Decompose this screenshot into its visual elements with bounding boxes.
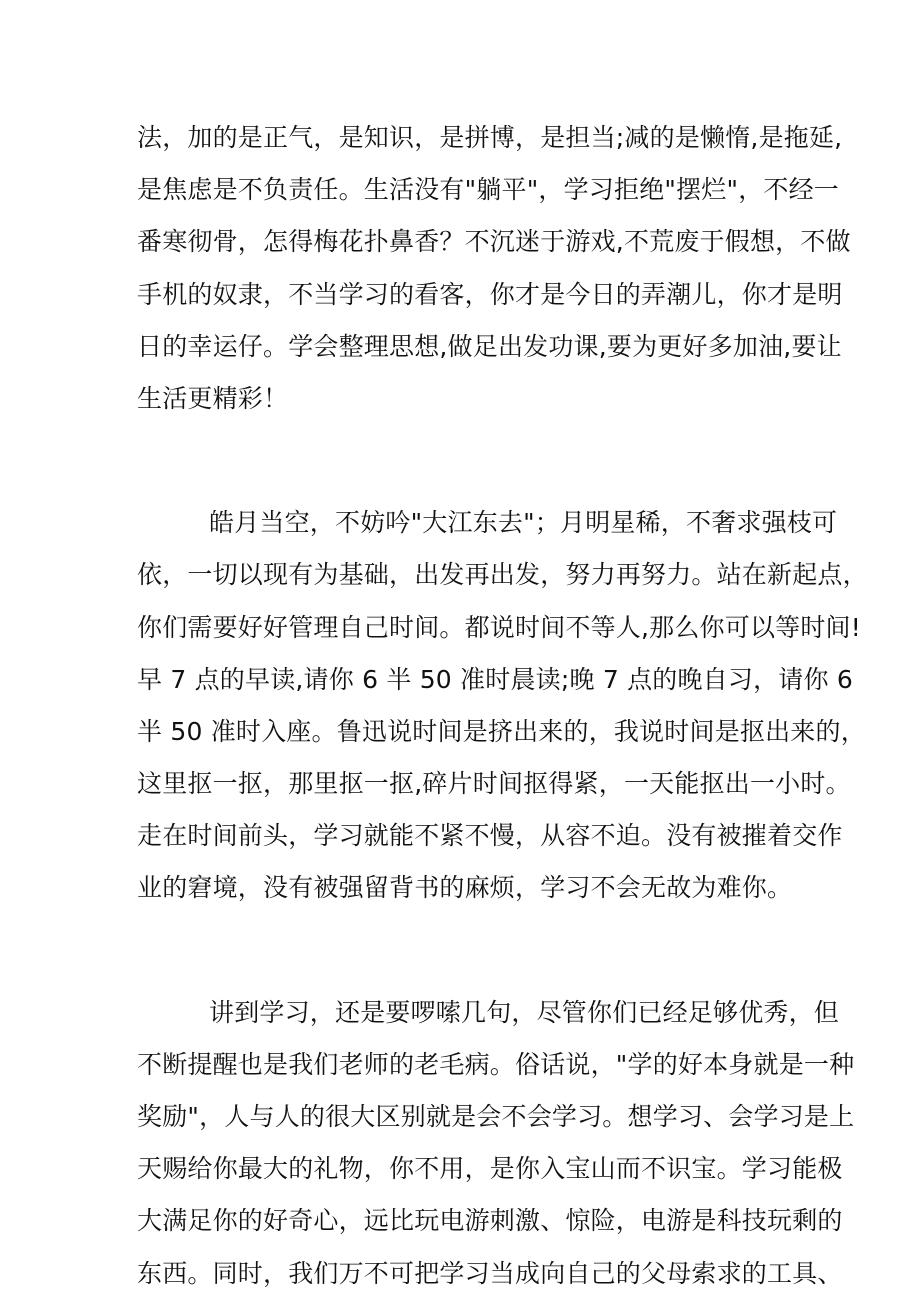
text-line: 业的窘境，没有被强留背书的麻烦，学习不会无故为难你。 [137,873,793,903]
text-line: 生活更精彩！ [137,383,289,413]
paragraph-2 [137,497,868,915]
text-line: 手机的奴隶，不当学习的看客，你才是今日的弄潮儿，你才是明 [137,279,843,309]
text-line: 这里抠一抠，那里抠一抠,碎片时间抠得紧，一天能抠出一小时。 [137,769,851,799]
text-line: 走在时间前头，学习就能不紧不慢，从容不迫。没有被摧着交作 [137,821,843,851]
document-page [137,112,868,1300]
text-line: 早 7 点的早读,请你 6 半 50 准时晨读;晚 7 点的晚自习，请你 6 [137,664,853,694]
paragraph-1 [137,112,851,425]
text-line: 是焦虑是不负责任。生活没有"躺平"，学习拒绝"摆烂"，不经一 [137,175,839,205]
text-line: 依，一切以现有为基础，出发再出发，努力再努力。站在新起点， [137,560,868,590]
text-line: 半 50 准时入座。鲁迅说时间是挤出来的，我说时间是抠出来的， [137,716,866,746]
text-line: 天赐给你最大的礼物，你不用，是你入宝山而不识宝。学习能极 [137,1154,843,1184]
text-line: 奖励"，人与人的很大区别就是会不会学习。想学习、会学习是上 [137,1102,855,1131]
paragraph-spacer [137,915,797,987]
text-line: 你们需要好好管理自己时间。都说时间不等人,那么你可以等时间! [137,612,861,642]
paragraph-3 [137,987,855,1300]
text-line: 大满足你的好奇心，远比玩电游刺激、惊险，电游是科技玩剩的 [137,1206,843,1236]
text-line: 番寒彻骨，怎得梅花扑鼻香？不沉迷于游戏,不荒废于假想，不做 [137,227,851,257]
text-line: 东西。同时，我们万不可把学习当成向自己的父母索求的工具、 [137,1258,843,1288]
paragraph-spacer [137,425,797,497]
text-line: 法，加的是正气，是知识，是拼博，是担当;减的是懒惰,是拖延, [137,123,843,152]
text-line: 讲到学习，还是要啰嗦几句，尽管你们已经足够优秀，但 [209,997,840,1027]
text-line: 日的幸运仔。学会整理思想,做足出发功课,要为更好多加油,要让 [137,331,842,361]
text-line: 皓月当空，不妨吟"大江东去"；月明星稀，不奢求强枝可 [209,508,838,538]
text-line: 不断提醒也是我们老师的老毛病。俗话说，"学的好本身就是一种 [137,1049,855,1079]
